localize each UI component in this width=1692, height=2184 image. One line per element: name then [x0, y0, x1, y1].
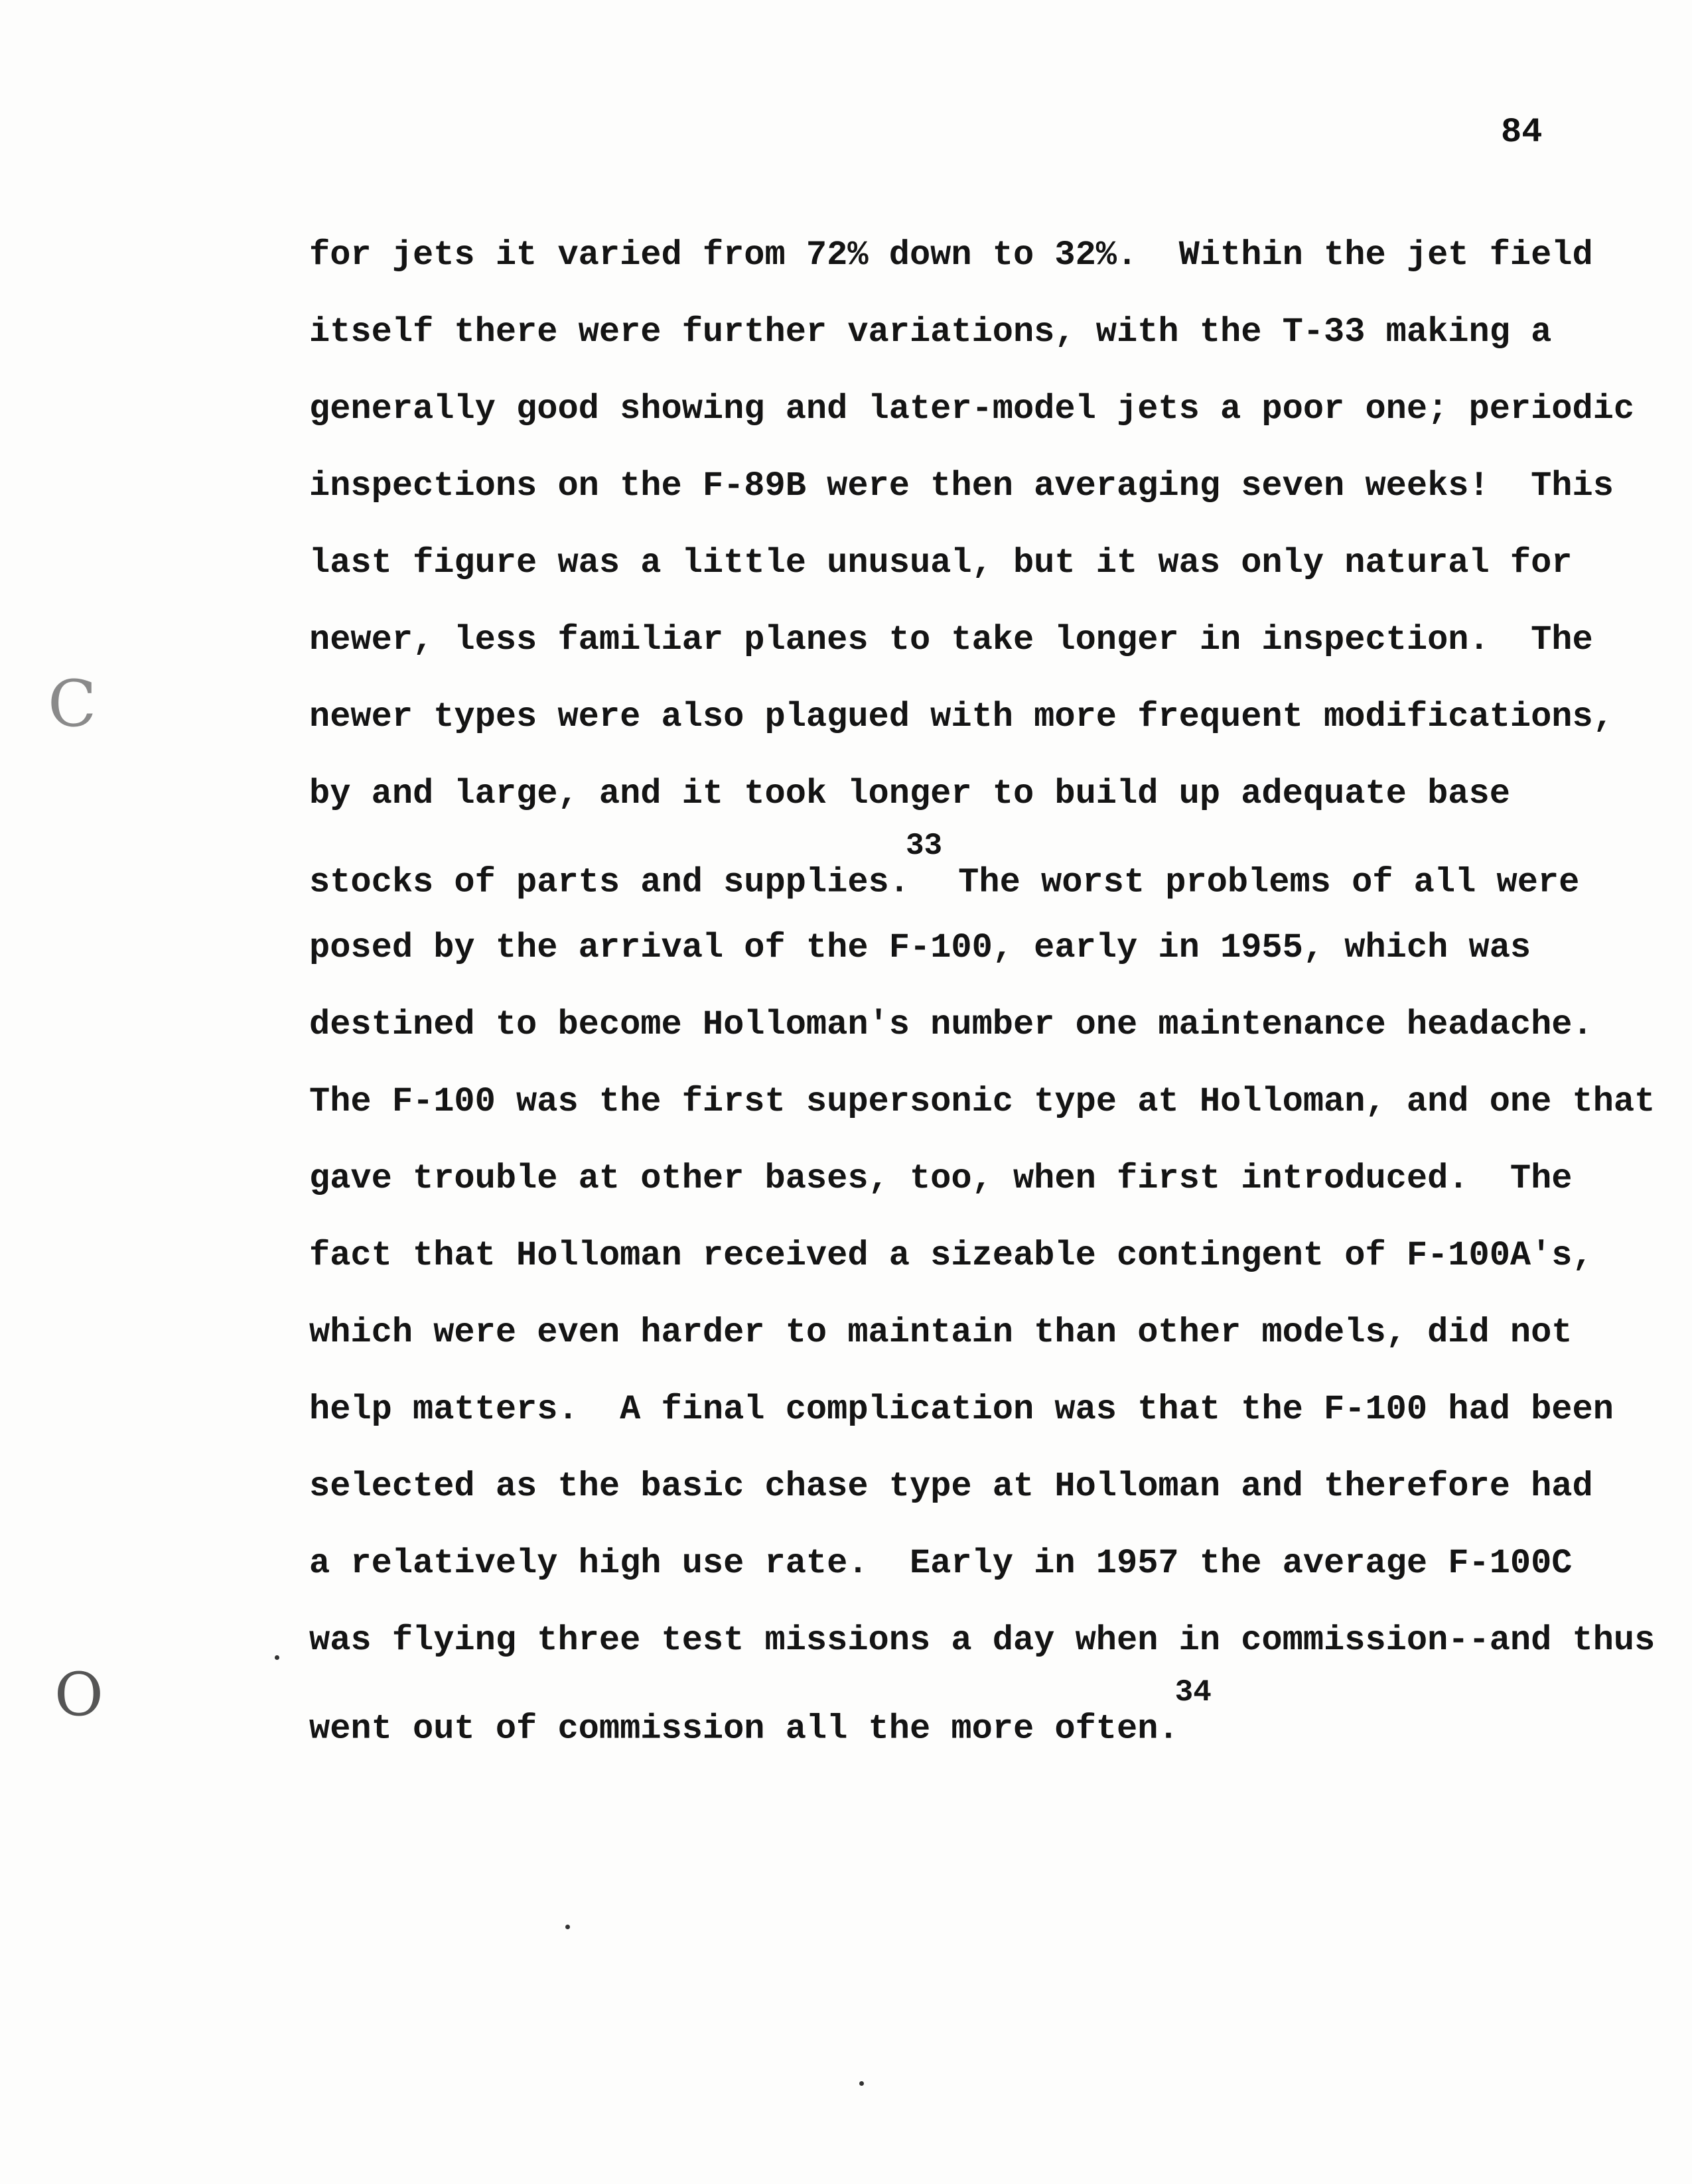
text-line: newer types were also plagued with more frequent modifications,: [309, 697, 1614, 736]
page-number: 84: [1501, 113, 1543, 152]
text-line: help matters. A final complication was that the F-100 had been: [309, 1390, 1614, 1429]
text-line: newer, less familiar planes to take longer in inspection. The: [309, 620, 1593, 659]
margin-binding-mark-icon: C: [48, 667, 97, 741]
scan-speck: [565, 1925, 570, 1929]
typed-paragraph: [309, 226, 1676, 1765]
text-line: inspections on the F-89B were then averaging seven weeks! This: [309, 466, 1614, 506]
text-line-with-footnote: [309, 1675, 1676, 1765]
text-line: by and large, and it took longer to build up adequate base: [309, 774, 1510, 813]
text-line: posed by the arrival of the F-100, early in 1955, which was: [309, 928, 1531, 967]
text-line-segment: stocks of parts and supplies.: [309, 862, 910, 902]
text-line: for jets it varied from 72% down to 32%. Within the jet field: [309, 236, 1593, 275]
text-line: The F-100 was the first supersonic type at Holloman, and one that: [309, 1082, 1656, 1121]
text-line: destined to become Holloman's number one maintenance headache.: [309, 1005, 1593, 1044]
text-line: was flying three test missions a day when in commission--and thus: [309, 1621, 1656, 1660]
footnote-marker-33: 33: [905, 829, 943, 863]
scan-speck: [859, 2081, 864, 2086]
text-line: generally good showing and later-model jets a poor one; periodic: [309, 389, 1635, 429]
text-line-with-footnote: [309, 829, 1676, 918]
text-line-segment: The worst problems of all were: [958, 862, 1580, 902]
footnote-marker-34: 34: [1174, 1675, 1212, 1710]
text-line: last figure was a little unusual, but it was only natural for: [309, 543, 1573, 582]
margin-binding-mark-icon: O: [54, 1660, 104, 1730]
text-line: itself there were further variations, with the T-33 making a: [309, 312, 1552, 352]
text-line: selected as the basic chase type at Holloman and therefore had: [309, 1467, 1593, 1506]
text-line: gave trouble at other bases, too, when first introduced. The: [309, 1159, 1573, 1198]
text-line: a relatively high use rate. Early in 1957 the average F-100C: [309, 1544, 1573, 1583]
scan-speck: [275, 1655, 279, 1660]
text-line: fact that Holloman received a sizeable contingent of F-100A's,: [309, 1236, 1593, 1275]
text-line: which were even harder to maintain than other models, did not: [309, 1313, 1573, 1352]
text-line-segment: went out of commission all the more often.: [309, 1709, 1179, 1749]
